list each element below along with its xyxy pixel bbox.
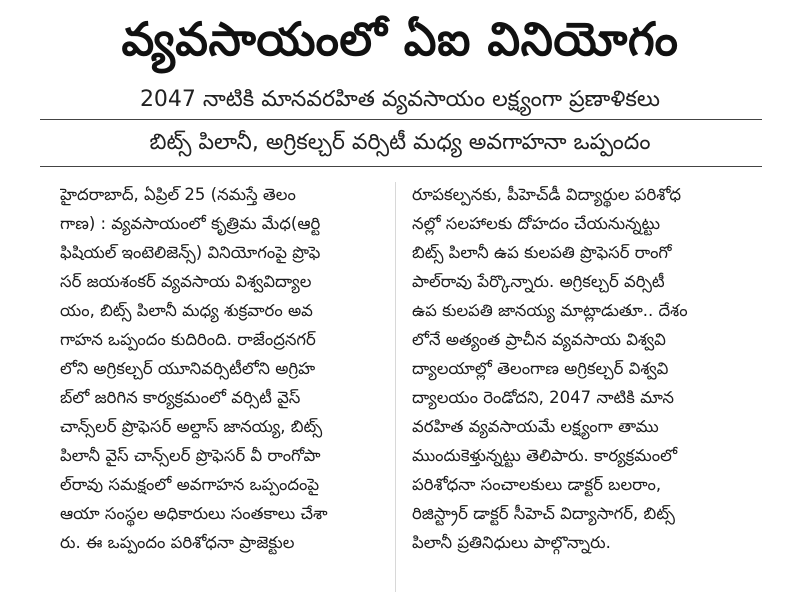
body-line: నల్లో సలహాలకు దోహదం చేయనున్నట్టు [412, 214, 661, 233]
article-subheading-1: 2047 నాటికి మానవరహిత వ్యవసాయం లక్ష్యంగా ప్రణాళికలు [139, 87, 661, 112]
body-line: లోని అగ్రికల్చర్ యూనివర్సిటీలోని అగ్రిహ [60, 359, 316, 378]
column-divider [395, 182, 396, 592]
body-line: పిలానీ వైస్ చాన్స్‌లర్ ప్రొఫెసర్ వీ రాంగోపా [60, 446, 321, 465]
body-line: రిజిస్ట్రార్ డాక్టర్ సీహెచ్ విద్యాసాగర్, బిట్స్ [412, 504, 675, 523]
body-line: సర్ జయశంకర్ వ్యవసాయ విశ్వవిద్యాల [60, 272, 312, 291]
article-headline: వ్యవసాయంలో ఏఐ వినియోగం [121, 12, 679, 66]
body-line: ద్యాలయాల్లో తెలంగాణ అగ్రికల్చర్ విశ్వవి [412, 359, 669, 378]
body-line: గాణ) : వ్యవసాయంలో కృత్రిమ మేధ(ఆర్టి [60, 214, 321, 233]
body-line: ల్‌రావు సమక్షంలో అవగాహన ఒప్పందంపై [60, 475, 320, 494]
body-line: ఉప కులపతి జానయ్య మాట్లాడుతూ.. దేశం [412, 301, 688, 320]
body-line: వరహిత వ్యవసాయమే లక్ష్యంగా తాము [412, 417, 659, 436]
body-line: చాన్స్‌లర్ ప్రొఫెసర్ అల్దాస్ జానయ్య, బిట్స్ [60, 417, 323, 436]
body-line: గాహన ఒప్పందం కుదిరింది. రాజేంద్రనగర్ [60, 330, 316, 349]
body-line: హైదరాబాద్, ఏప్రిల్ 25 (నమస్తే తెలం [60, 185, 296, 204]
subheading-divider-1 [40, 119, 762, 120]
body-line: ఫిషియల్ ఇంటెలిజెన్స్) వినియోగంపై ప్రొఫె [60, 243, 321, 262]
subheading-divider-2 [40, 166, 762, 167]
article-subheading-2: బిట్స్ పిలానీ, అగ్రికల్చర్ వర్సిటీ మధ్య అవగాహనా ఒప్పందం [149, 130, 651, 155]
body-line: బ్‌లో జరిగిన కార్యక్రమంలో వర్సిటీ వైస్ [60, 388, 301, 407]
body-line: ద్యాలయం రెండోదని, 2047 నాటికి మాన [412, 388, 674, 407]
body-line: బిట్స్ పిలానీ ఉప కులపతి ప్రొఫెసర్ రాంగో [412, 243, 672, 262]
body-line: రు. ఈ ఒప్పందం పరిశోధనా ప్రాజెక్టుల [60, 533, 295, 552]
body-line: పాల్‌రావు పేర్కొన్నారు. అగ్రికల్చర్ వర్సిటీ [412, 272, 665, 291]
body-line: యం, బిట్స్ పిలానీ మధ్య శుక్రవారం అవ [60, 301, 313, 320]
body-line: లోనే అత్యంత ప్రాచీన వ్యవసాయ విశ్వవి [412, 330, 666, 349]
body-line: పరిశోధనా సంచాలకులు డాక్టర్ బలరాం, [412, 475, 662, 494]
body-line: పిలానీ ప్రతినిధులు పాల్గొన్నారు. [412, 533, 611, 552]
article-body-right-column [412, 180, 762, 557]
article-body-left-column [60, 180, 382, 557]
body-line: రూపకల్పనకు, పీహెచ్‌డీ విద్యార్థుల పరిశోధ [412, 185, 682, 204]
body-line: ఆయా సంస్థల అధికారులు సంతకాలు చేశా [60, 504, 328, 523]
body-line: ముందుకెళ్తున్నట్టు తెలిపారు. కార్యక్రమంలో [412, 446, 678, 465]
